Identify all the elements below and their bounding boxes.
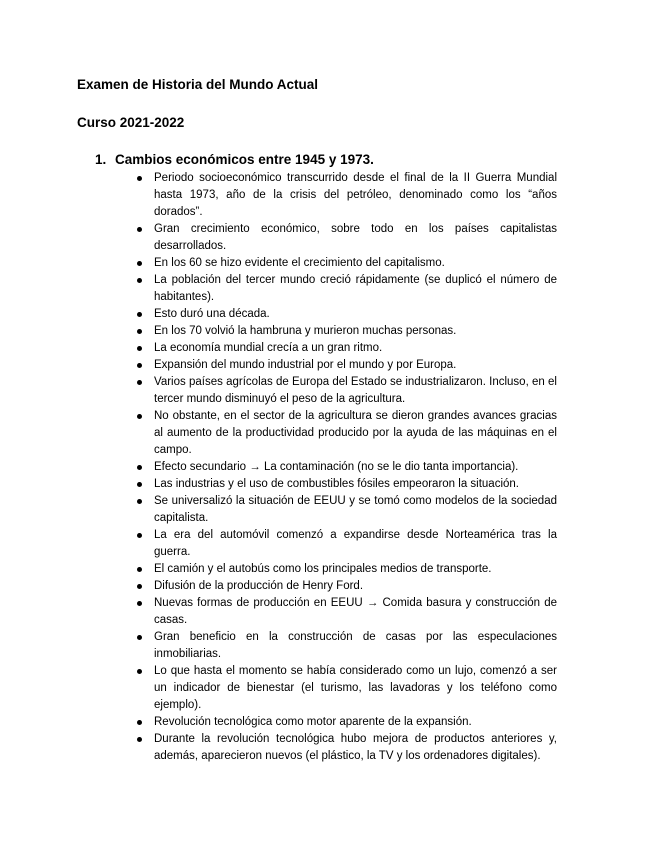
list-item: La población del tercer mundo creció rápidamente (se duplicó el número de habitantes). bbox=[137, 272, 557, 306]
list-item: Revolución tecnológica como motor aparente de la expansión. bbox=[137, 714, 557, 731]
list-item: El camión y el autobús como los principales medios de transporte. bbox=[137, 561, 557, 578]
bullet-icon bbox=[137, 261, 142, 266]
bullet-icon bbox=[137, 278, 142, 283]
bullet-icon bbox=[137, 380, 142, 385]
list-item: En los 70 volvió la hambruna y murieron muchas personas. bbox=[137, 323, 557, 340]
list-item: En los 60 se hizo evidente el crecimiento del capitalismo. bbox=[137, 255, 557, 272]
bullet-icon bbox=[137, 669, 142, 674]
bullet-icon bbox=[137, 567, 142, 572]
bullet-icon bbox=[137, 363, 142, 368]
bullet-icon bbox=[137, 601, 142, 606]
bullet-icon bbox=[137, 176, 142, 181]
course-label: Curso 2021-2022 bbox=[77, 115, 185, 130]
list-item: Esto duró una década. bbox=[137, 306, 557, 323]
section-title: Cambios económicos entre 1945 y 1973. bbox=[115, 152, 374, 167]
list-item: Las industrias y el uso de combustibles fósiles empeoraron la situación. bbox=[137, 476, 557, 493]
list-item: Difusión de la producción de Henry Ford. bbox=[137, 578, 557, 595]
bullet-icon bbox=[137, 329, 142, 334]
bullet-icon bbox=[137, 227, 142, 232]
list-item: La era del automóvil comenzó a expandirse desde Norteamérica tras la guerra. bbox=[137, 527, 557, 561]
bullet-icon bbox=[137, 584, 142, 589]
bullet-icon bbox=[137, 312, 142, 317]
bullet-icon bbox=[137, 499, 142, 504]
section-number: 1. bbox=[95, 152, 107, 167]
list-item: Nuevas formas de producción en EEUU → Comida basura y construcción de casas. bbox=[137, 595, 557, 629]
list-item: Se universalizó la situación de EEUU y se tomó como modelos de la sociedad capitalista. bbox=[137, 493, 557, 527]
section-1 bbox=[95, 150, 557, 762]
list-item: Durante la revolución tecnológica hubo mejora de productos anteriores y, además, aparecieron nuevos (el plástico, la TV y los ordenadores digitales). bbox=[137, 731, 557, 765]
bullet-list bbox=[137, 170, 557, 765]
bullet-icon bbox=[137, 346, 142, 351]
bullet-icon bbox=[137, 465, 142, 470]
bullet-icon bbox=[137, 737, 142, 742]
list-item: Gran crecimiento económico, sobre todo en los países capitalistas desarrollados. bbox=[137, 221, 557, 255]
bullet-icon bbox=[137, 414, 142, 419]
bullet-icon bbox=[137, 533, 142, 538]
list-item: Expansión del mundo industrial por el mundo y por Europa. bbox=[137, 357, 557, 374]
list-item: Lo que hasta el momento se había considerado como un lujo, comenzó a ser un indicador de bienestar (el turismo, las lavadoras y los teléfono como ejemplo). bbox=[137, 663, 557, 714]
list-item: La economía mundial crecía a un gran ritmo. bbox=[137, 340, 557, 357]
bullet-icon bbox=[137, 635, 142, 640]
list-item: Varios países agrícolas de Europa del Estado se industrializaron. Incluso, en el tercer mundo disminuyó el peso de la agricultura. bbox=[137, 374, 557, 408]
section-heading bbox=[95, 150, 555, 169]
bullet-icon bbox=[137, 482, 142, 487]
bullet-icon bbox=[137, 720, 142, 725]
list-item: Efecto secundario → La contaminación (no se le dio tanta importancia). bbox=[137, 459, 557, 476]
list-item: Gran beneficio en la construcción de casas por las especulaciones inmobiliarias. bbox=[137, 629, 557, 663]
list-item: Periodo socioeconómico transcurrido desde el final de la II Guerra Mundial hasta 1973, año de la crisis del petróleo, denominado como los “años dorados”. bbox=[137, 170, 557, 221]
list-item: No obstante, en el sector de la agricultura se dieron grandes avances gracias al aumento de la productividad producido por la ayuda de las máquinas en el campo. bbox=[137, 408, 557, 459]
document-title: Examen de Historia del Mundo Actual bbox=[77, 77, 319, 92]
